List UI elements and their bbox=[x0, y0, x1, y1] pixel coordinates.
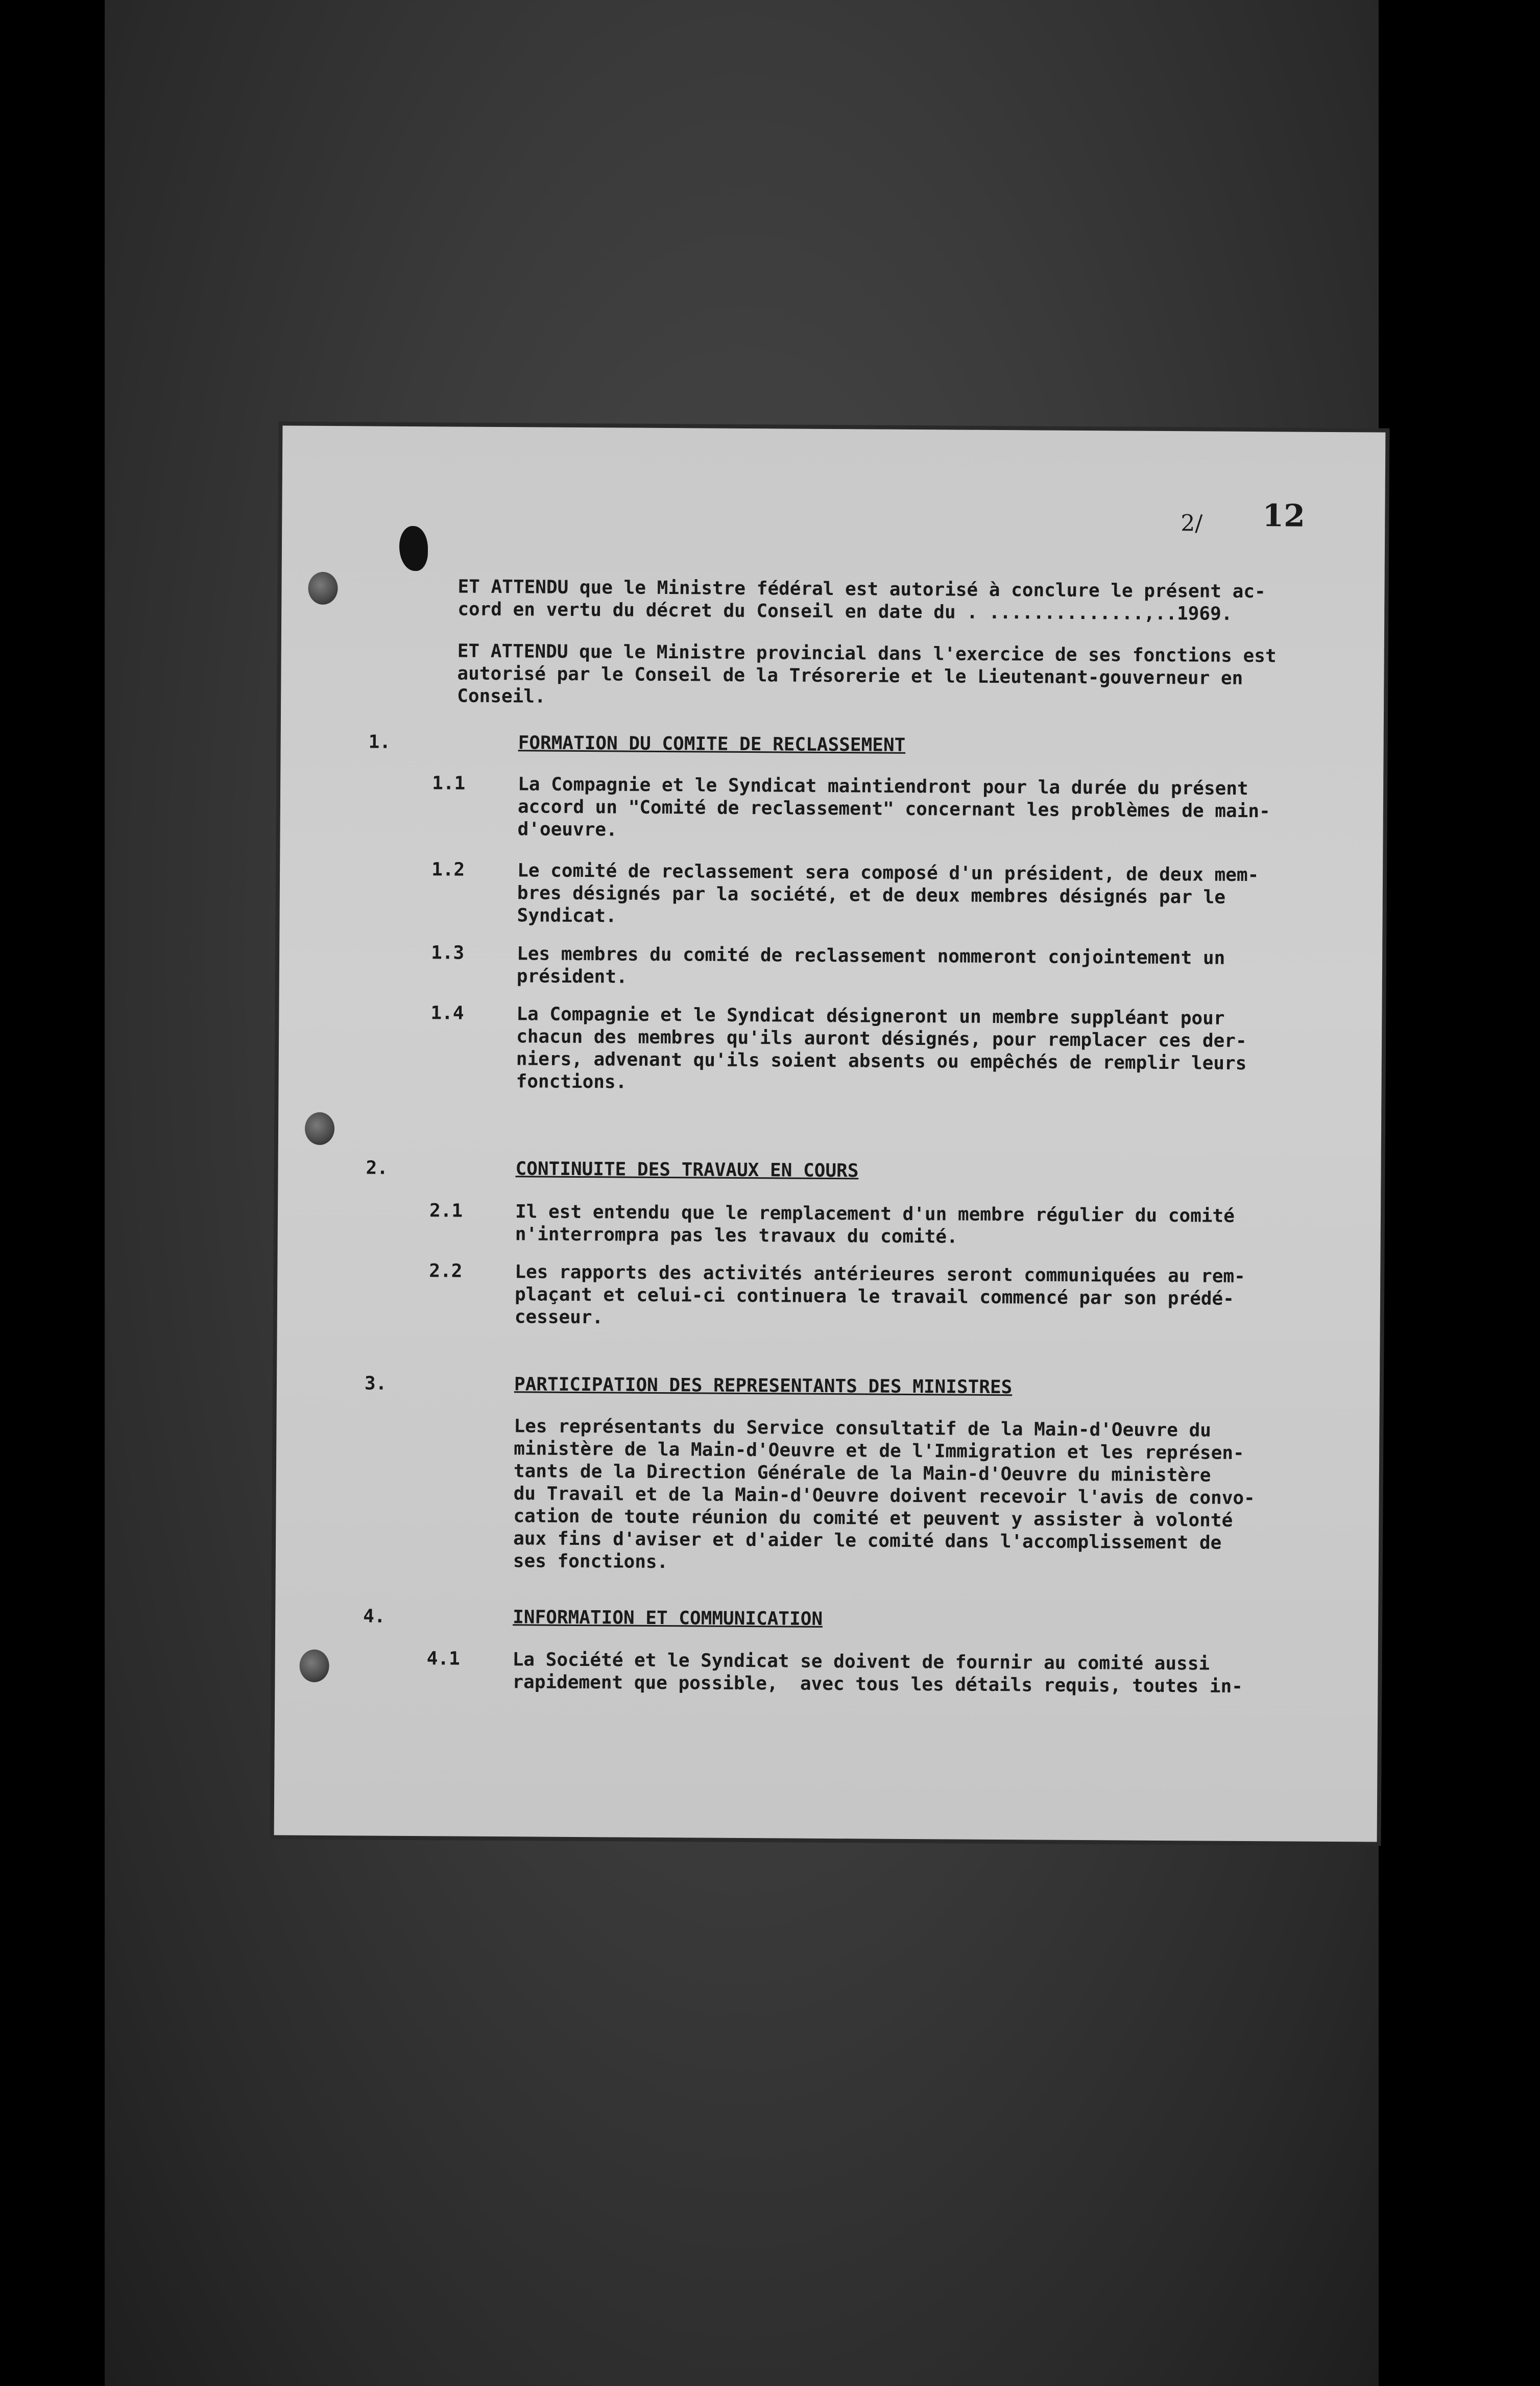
item-number: 1.1 bbox=[432, 773, 466, 794]
punch-hole-top bbox=[308, 572, 338, 605]
page-number: 12 bbox=[1262, 498, 1306, 534]
section-body: Les représentants du Service consultatif de la Main-d'Oeuvre du ministère de la Main-d'Oeuvre et de l'Immigration et les représen- tants de la Direction Générale de la Main-d'Oeuvre du ministère du Travail et de la Main-d'Oeuvre doivent recevoir l'avis de convo- cation de toute réunion du comité et peuvent y assister à volonté aux fins d'aviser et d'aider le comité dans l'accomplissement de ses fonctions. bbox=[513, 1416, 1255, 1573]
item-number: 2.2 bbox=[429, 1260, 463, 1282]
item-number: 1.3 bbox=[431, 942, 465, 964]
ink-blot bbox=[399, 526, 428, 571]
item-text: Les membres du comité de reclassement nommeront conjointement un président. bbox=[516, 943, 1225, 988]
item-text: La Société et le Syndicat se doivent de fournir au comité aussi rapidement que possible, avec tous les détails requis, toutes in- bbox=[512, 1649, 1243, 1697]
section-heading: FORMATION DU COMITE DE RECLASSEMENT bbox=[518, 732, 906, 756]
punch-hole-middle bbox=[305, 1112, 334, 1145]
section-number: 1. bbox=[368, 731, 391, 753]
item-text: La Compagnie et le Syndicat maintiendront pour la durée du présent accord un "Comité de reclassement" concernant les problèmes de main- d'oeuvre. bbox=[517, 774, 1270, 841]
item-number: 1.2 bbox=[431, 859, 465, 880]
item-text: Le comité de reclassement sera composé d'un président, de deux mem- bres désignés par la société, et de deux membres désignés par le Syndicat. bbox=[517, 860, 1259, 927]
section-number: 3. bbox=[364, 1373, 387, 1394]
section-number: 4. bbox=[363, 1606, 386, 1627]
item-text: Les rapports des activités antérieures seront communiquées au rem- plaçant et celui-ci continuera le travail commencé par son prédé- cesseur. bbox=[514, 1261, 1245, 1328]
intro-paragraph-2: ET ATTENDU que le Ministre provincial dans l'exercice de ses fonctions est autorisé par le Conseil de la Trésorerie et le Lieutenant-gouverneur en Conseil. bbox=[457, 640, 1277, 707]
section-heading: CONTINUITE DES TRAVAUX EN COURS bbox=[515, 1158, 859, 1182]
section-heading: INFORMATION ET COMMUNICATION bbox=[513, 1607, 823, 1630]
item-number: 2.1 bbox=[429, 1200, 463, 1222]
document-page bbox=[274, 425, 1386, 1842]
item-number: 1.4 bbox=[430, 1003, 464, 1024]
section-number: 2. bbox=[366, 1157, 389, 1179]
intro-paragraph-1: ET ATTENDU que le Ministre fédéral est autorisé à conclure le présent ac- cord en vertu du décret du Conseil en date du . ..............,..1969. bbox=[458, 576, 1266, 625]
section-heading: PARTICIPATION DES REPRESENTANTS DES MINISTRES bbox=[514, 1374, 1013, 1398]
page-sub-number: 2/ bbox=[1181, 510, 1203, 537]
punch-hole-bottom bbox=[299, 1650, 329, 1682]
item-text: Il est entendu que le remplacement d'un membre régulier du comité n'interrompra pas les travaux du comité. bbox=[515, 1201, 1235, 1248]
item-text: La Compagnie et le Syndicat désigneront un membre suppléant pour chacun des membres qu'ils auront désignés, pour remplacer ces der- niers, advenant qu'ils soient absents ou empêchés de remplir leurs fonctions. bbox=[516, 1004, 1247, 1093]
item-number: 4.1 bbox=[426, 1648, 460, 1669]
